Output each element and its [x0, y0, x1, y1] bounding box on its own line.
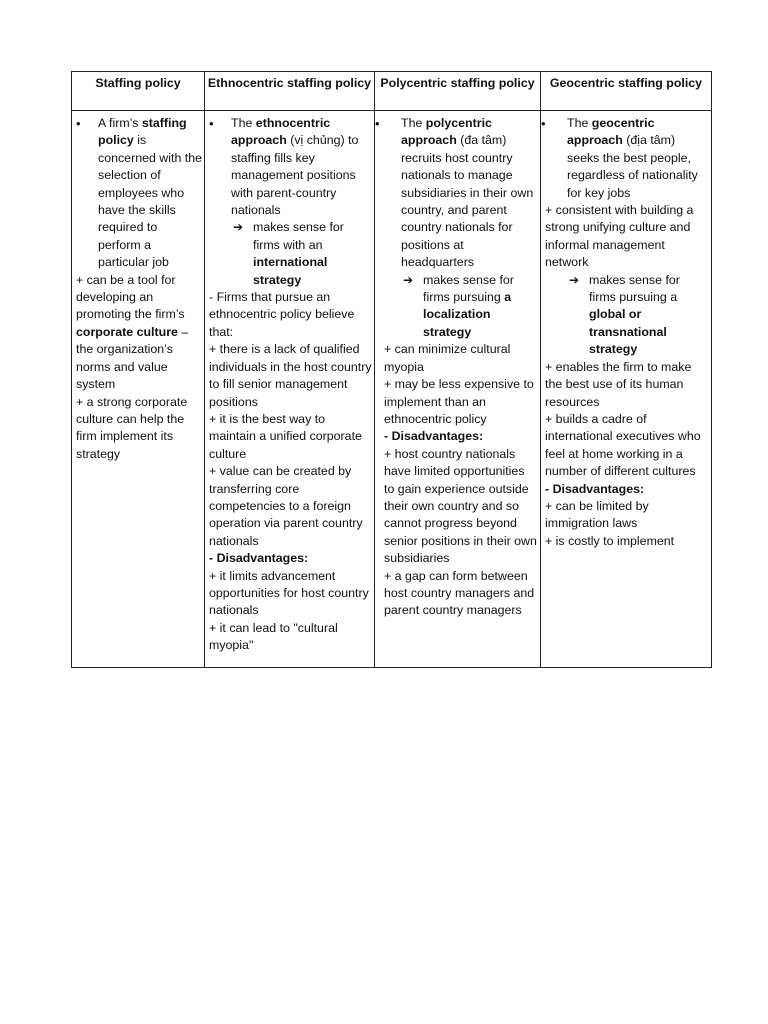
text: is concerned with the selection of employees who have the skills required to perform a particular job: [98, 133, 203, 270]
arrow-right-icon: ➔: [233, 220, 244, 235]
polycentric-cell: [375, 111, 541, 668]
geo-disadvantages: [545, 481, 709, 498]
bold-text: - Disadvantages:: [209, 551, 309, 566]
ethno-p1: - Firms that pursue an ethnocentric policy believe that:: [209, 290, 355, 339]
text: The: [567, 116, 592, 130]
text: The: [401, 116, 426, 130]
polycentric-arrow-point: [379, 272, 538, 342]
bold-text: - Disadvantages:: [384, 429, 484, 444]
text: (vị chủng) to staffing fills key management positions with parent-country nationals: [231, 133, 359, 218]
staffing-bullet: [76, 115, 202, 272]
arrow-right-icon: ➔: [403, 272, 414, 287]
geo-p1: + consistent with building a strong unifying culture and informal management network: [545, 203, 694, 270]
bullet-icon: •: [375, 116, 380, 131]
ethnocentric-arrow-point: [209, 219, 372, 289]
polycentric-bullet: [375, 115, 538, 272]
body-row: [72, 111, 712, 668]
ethno-d1: + it limits advancement opportunities for host country nationals: [209, 568, 369, 618]
plus-culture-tool: [76, 272, 202, 394]
geocentric-arrow-point: [545, 272, 709, 359]
poly-p1: + can minimize cultural myopia: [384, 342, 511, 374]
bold-text: a localization strategy: [423, 290, 512, 339]
plus-strong-culture: + a strong corporate culture can help the firm implement its strategy: [76, 394, 188, 461]
staffing-policy-cell: [72, 111, 205, 668]
bullet-icon: •: [541, 116, 546, 131]
staffing-policy-table: [71, 71, 712, 668]
geocentric-bullet: [541, 115, 709, 202]
bold-text: geocentric approach: [567, 116, 655, 148]
bold-text: staffing: [141, 116, 187, 130]
text: + can be a tool for developing an promoting the firm’s: [76, 272, 185, 322]
header-polycentric: Polycentric staffing policy: [380, 76, 535, 90]
poly-p2: + may be less expensive to implement than an ethnocentric policy: [384, 377, 534, 426]
text: (đa tâm) recruits host country nationals to manage subsidiaries in their own country, and parent country nationals for positions at headquarters: [401, 133, 534, 270]
header-cell: [375, 72, 541, 111]
header-cell: [541, 72, 712, 111]
ethno-disadvantages: [209, 550, 372, 567]
ethno-p2: + there is a lack of qualified individuals in the host country to fill senior management positions: [209, 342, 372, 409]
text: makes sense for firms pursuing: [423, 272, 514, 305]
header-ethnocentric: Ethnocentric staffing policy: [207, 76, 372, 90]
text: – the organization’s norms and value system: [76, 324, 189, 392]
bullet-icon: •: [209, 116, 214, 131]
header-row: [72, 72, 712, 111]
bold-text: global or transnational strategy: [589, 307, 667, 357]
ethno-p4: + value can be created by transferring core competencies to a foreign operation via parent country nationals: [209, 464, 363, 548]
bold-text: international strategy: [253, 255, 328, 287]
poly-d1: + host country nationals have limited opportunities to gain experience outside their own country and so cannot progress beyond senior positions in their own subsidiaries: [384, 446, 537, 566]
geo-p2: + enables the firm to make the best use of its human resources: [545, 359, 692, 409]
text: The: [231, 116, 256, 130]
bold-text: - Disadvantages:: [545, 481, 645, 496]
bold-text: ethnocentric approach: [231, 116, 331, 148]
text: makes sense for firms with an: [253, 220, 344, 252]
geocentric-cell: [541, 111, 712, 668]
ethnocentric-cell: [205, 111, 375, 668]
text: A firm’s: [98, 116, 142, 130]
arrow-right-icon: ➔: [569, 272, 580, 287]
geo-d1: + can be limited by immigration laws: [545, 498, 649, 531]
bullet-icon: •: [76, 116, 81, 131]
header-geocentric: Geocentric staffing policy: [549, 76, 703, 90]
header-cell: [72, 72, 205, 111]
ethno-d2: + it can lead to "cultural myopia": [209, 620, 338, 653]
text: (địa tâm) seeks the best people, regardless of nationality for key jobs: [567, 133, 698, 200]
ethnocentric-bullet: [209, 115, 372, 219]
text: makes sense for firms pursuing a: [589, 272, 680, 305]
bold-text: corporate culture: [76, 324, 178, 339]
bold-text: policy: [98, 133, 134, 148]
geo-p3: + builds a cadre of international executives who feel at home working in a number of different cultures: [545, 411, 701, 479]
bold-text: polycentric approach: [401, 116, 492, 148]
poly-disadvantages: [379, 428, 538, 445]
header-staffing-policy: Staffing policy: [95, 76, 181, 90]
geo-d2: + is costly to implement: [545, 533, 675, 548]
header-cell: [205, 72, 375, 111]
ethno-p3: + it is the best way to maintain a unified corporate culture: [209, 411, 362, 461]
poly-d2: + a gap can form between host country managers and parent country managers: [384, 568, 535, 618]
